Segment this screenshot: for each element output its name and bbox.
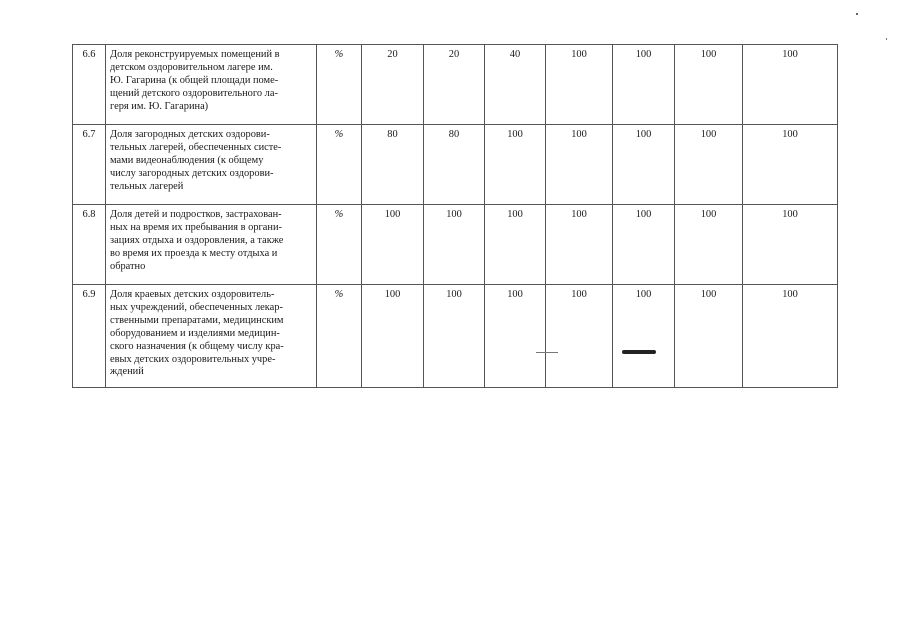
value-cell: 100 xyxy=(485,205,546,285)
indicator-description-cell xyxy=(106,45,317,125)
description-line: тельных лагерей, обеспеченных систе- xyxy=(110,141,282,153)
indicator-description-cell xyxy=(106,125,317,205)
description-line: геря им. Ю. Гагарина) xyxy=(110,100,209,112)
indicator-description-cell xyxy=(106,285,317,388)
description-line: зациях отдыха и оздоровления, а также xyxy=(110,234,284,246)
value-cell: 100 xyxy=(675,285,743,388)
scan-artifact-dot xyxy=(856,13,858,15)
value-cell: 80 xyxy=(424,125,485,205)
value-cell: 100 xyxy=(743,125,838,205)
description-line: ждений xyxy=(110,366,144,378)
unit-cell: % xyxy=(317,125,362,205)
unit-cell: % xyxy=(317,205,362,285)
value-cell: 100 xyxy=(485,125,546,205)
description-line: во время их проезда к месту отдыха и xyxy=(110,247,278,259)
value-cell: 100 xyxy=(613,285,675,388)
value-cell: 100 xyxy=(362,285,424,388)
value-cell: 100 xyxy=(424,285,485,388)
description-line: Доля детей и подростков, застрахован- xyxy=(110,209,282,220)
table-row xyxy=(73,45,838,125)
value-cell: 100 xyxy=(675,205,743,285)
row-number-cell: 6.6 xyxy=(73,45,106,125)
description-line: Ю. Гагарина (к общей площади поме- xyxy=(110,74,279,86)
description-line: Доля краевых детских оздоровитель- xyxy=(110,289,275,300)
row-number-cell: 6.8 xyxy=(73,205,106,285)
value-cell: 100 xyxy=(362,205,424,285)
value-cell: 100 xyxy=(613,205,675,285)
description-line: ского назначения (к общему числу кра- xyxy=(110,340,284,352)
description-line: числу загородных детских оздорови- xyxy=(110,167,274,179)
indicators-table xyxy=(72,44,838,388)
table-row xyxy=(73,125,838,205)
description-line: обратно xyxy=(110,260,146,272)
scan-artifact-smudge xyxy=(622,350,656,354)
indicator-description-cell xyxy=(106,205,317,285)
value-cell: 100 xyxy=(546,285,613,388)
unit-cell: % xyxy=(317,45,362,125)
description-line: ных на время их пребывания в органи- xyxy=(110,221,282,233)
description-line: ственными препаратами, медицинским xyxy=(110,314,284,326)
description-line: мами видеонаблюдения (к общему xyxy=(110,154,264,166)
description-line: тельных лагерей xyxy=(110,180,184,192)
value-cell: 100 xyxy=(743,205,838,285)
value-cell: 80 xyxy=(362,125,424,205)
value-cell: 100 xyxy=(546,45,613,125)
value-cell: 100 xyxy=(743,45,838,125)
scan-artifact-line xyxy=(536,352,558,353)
description-line: евых детских оздоровительных учре- xyxy=(110,353,276,365)
description-line: ных учреждений, обеспеченных лекар- xyxy=(110,301,283,313)
value-cell: 20 xyxy=(424,45,485,125)
table-row xyxy=(73,285,838,388)
value-cell: 100 xyxy=(613,45,675,125)
table-row xyxy=(73,205,838,285)
unit-cell: % xyxy=(317,285,362,388)
value-cell: 100 xyxy=(743,285,838,388)
value-cell: 100 xyxy=(546,205,613,285)
row-number-cell: 6.9 xyxy=(73,285,106,388)
scan-artifact-dot xyxy=(886,38,887,40)
value-cell: 100 xyxy=(546,125,613,205)
value-cell: 100 xyxy=(485,285,546,388)
description-line: детском оздоровительном лагере им. xyxy=(110,61,273,73)
description-line: оборудованием и изделиями медицин- xyxy=(110,327,280,339)
value-cell: 100 xyxy=(675,125,743,205)
description-line: Доля реконструируемых помещений в xyxy=(110,49,280,60)
description-line: Доля загородных детских оздорови- xyxy=(110,129,270,140)
value-cell: 100 xyxy=(675,45,743,125)
description-line: щений детского оздоровительного ла- xyxy=(110,87,278,99)
value-cell: 100 xyxy=(424,205,485,285)
row-number-cell: 6.7 xyxy=(73,125,106,205)
value-cell: 40 xyxy=(485,45,546,125)
value-cell: 100 xyxy=(613,125,675,205)
value-cell: 20 xyxy=(362,45,424,125)
